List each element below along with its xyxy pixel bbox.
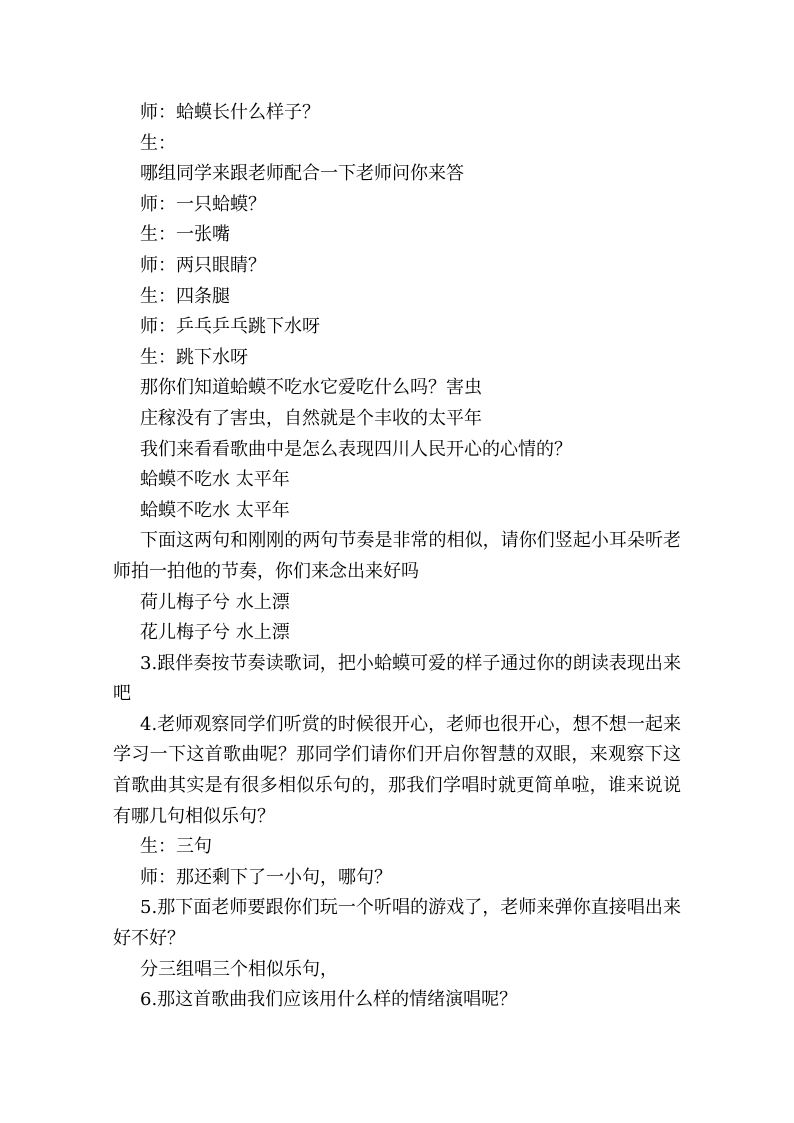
paragraph: 师：蛤蟆长什么样子？ <box>140 102 320 123</box>
paragraph: 庄稼没有了害虫，自然就是个丰收的太平年 <box>140 407 482 429</box>
paragraph: 花儿梅子兮 水上漂 <box>140 622 290 644</box>
paragraph: 蛤蟆不吃水 太平年 <box>140 469 290 491</box>
paragraph: 生：三句 <box>140 836 212 858</box>
paragraph: 师：那还剩下了一小句，哪句？ <box>140 866 392 888</box>
paragraph: 师：乒乓乒乓跳下水呀 <box>140 316 320 338</box>
paragraph: 生：四条腿 <box>140 285 230 307</box>
paragraph: 4.老师观察同学们听赏的时候很开心，老师也很开心，想不想一起来学习一下这首歌曲呢？那同学们请你们开启你智慧的双眼，来观察下这首歌曲其实是有很多相似乐句的，那我们学唱时就更简单啦，谁来说说有哪几句相似乐句？ <box>113 713 681 827</box>
paragraph: 分三组唱三个相似乐句， <box>140 958 338 980</box>
paragraph: 我们来看看歌曲中是怎么表现四川人民开心的心情的？ <box>140 438 572 460</box>
paragraph: 5.那下面老师要跟你们玩一个听唱的游戏了，老师来弹你直接唱出来好不好？ <box>113 897 681 950</box>
paragraph: 荷儿梅子兮 水上漂 <box>140 591 290 613</box>
paragraph: 6.那这首歌曲我们应该用什么样的情绪演唱呢？ <box>140 989 518 1011</box>
paragraph: 3.跟伴奏按节奏读歌词，把小蛤蟆可爱的样子通过你的朗读表现出来吧 <box>113 652 681 705</box>
paragraph: 下面这两句和刚刚的两句节奏是非常的相似，请你们竖起小耳朵听老师拍一拍他的节奏，你们来念出来好吗 <box>113 530 681 582</box>
paragraph: 哪组同学来跟老师配合一下老师问你来答 <box>140 163 464 185</box>
document-body <box>113 98 681 1016</box>
paragraph: 生：一张嘴 <box>140 224 230 246</box>
paragraph: 那你们知道蛤蟆不吃水它爱吃什么吗？害虫 <box>140 377 482 399</box>
paragraph: 蛤蟆不吃水 太平年 <box>140 499 290 521</box>
paragraph: 师：两只眼睛？ <box>140 254 266 276</box>
paragraph: 生：跳下水呀 <box>140 346 248 368</box>
paragraph: 生： <box>140 132 176 154</box>
paragraph: 师：一只蛤蟆？ <box>140 193 266 215</box>
